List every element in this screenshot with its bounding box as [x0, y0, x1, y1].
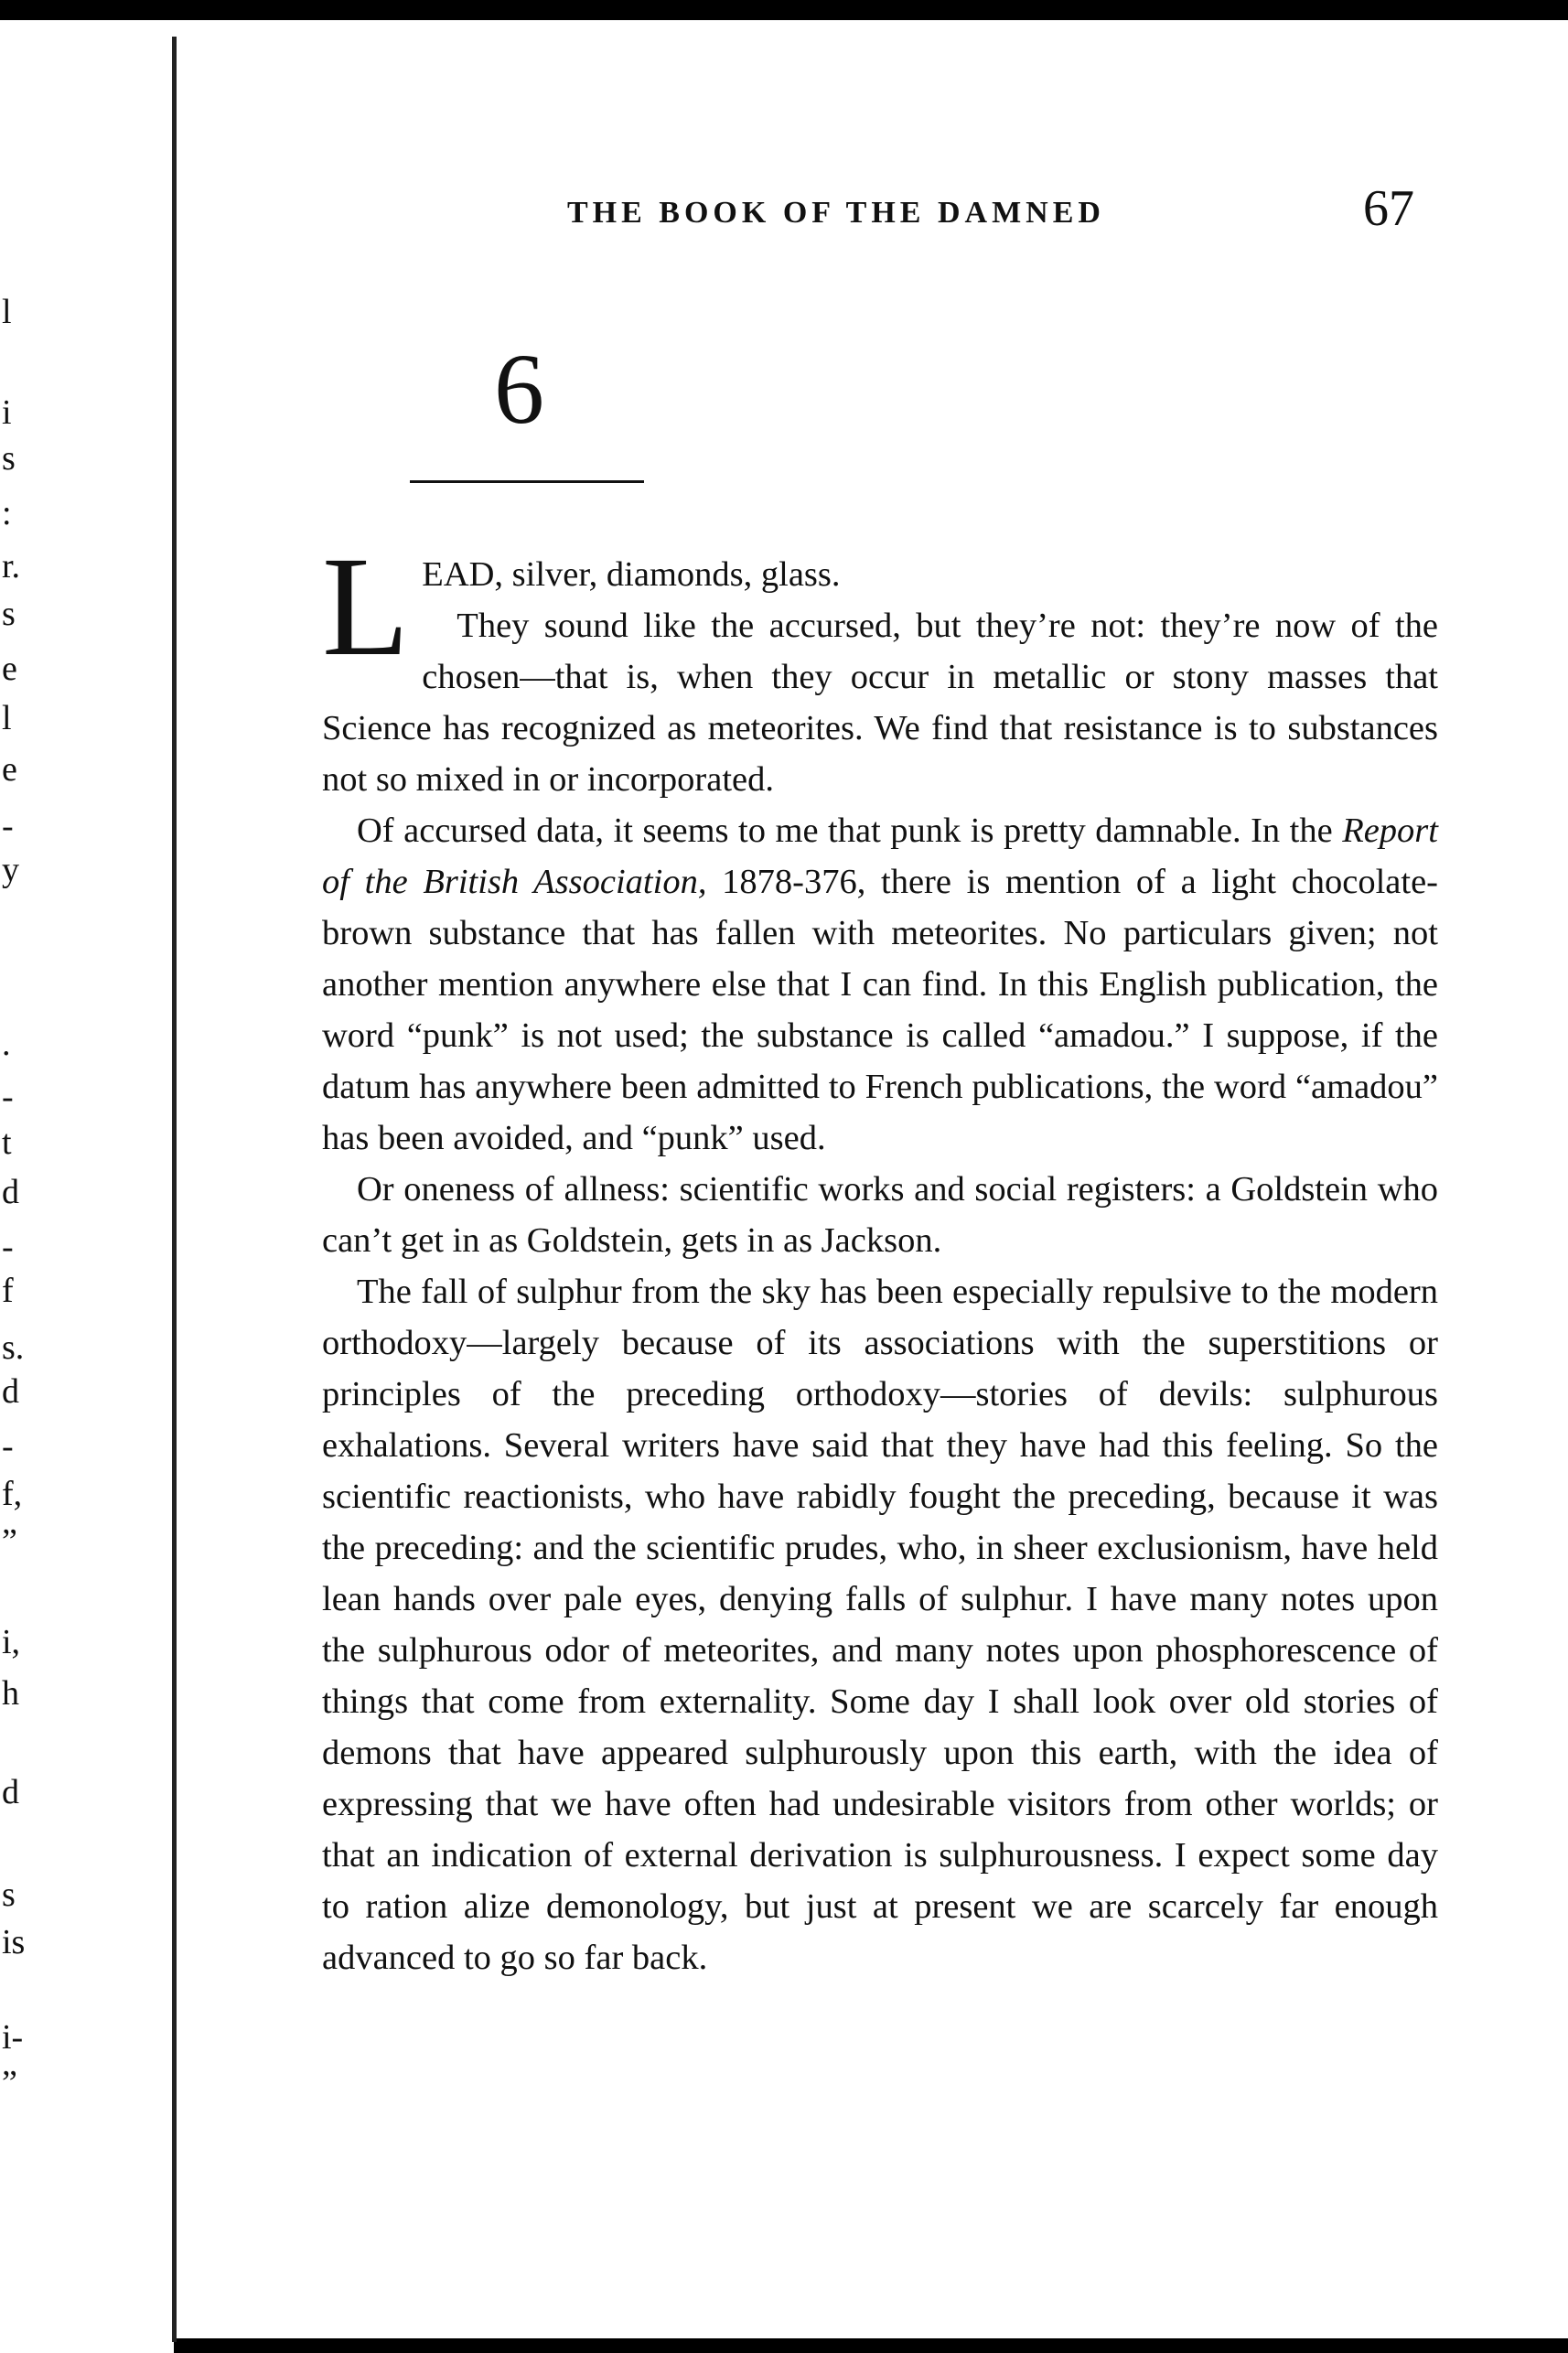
edge-char: d [2, 1372, 19, 1411]
scan-top-border [0, 0, 1568, 20]
edge-char: : [2, 494, 12, 532]
opening-line: EAD, silver, diamonds, glass. [422, 555, 841, 594]
edge-char: - [2, 1228, 14, 1266]
edge-char: . [2, 1025, 11, 1063]
paragraph: The fall of sulphur from the sky has been especially repulsive to the modern orthodoxy—largely because of its associations with the superstitions or principles of the preceding orthodoxy—stories of devils: sulphurous exhalations. Several writers have said that they have had this feeling. So the scientific reactionists, who have rabidly fought the preceding, because it was the preceding: and the scientific prudes, who, in sheer exclusionism, have held lean hands over pale eyes, denying falls of sulphur. I have many notes upon the sulphurous odor of meteorites, and many notes upon phosphorescence of things that come from externality. Some day I shall look over old stories of demons that have appeared sulphurously upon this earth, with the idea of expressing that we have often had undesirable visitors from other worlds; or that an indication of external derivation is sulphurousness. I expect some day to ration alize demonology, but just at present we are scarcely far enough advanced to go so far back. [322, 1273, 1438, 1977]
edge-char: y [2, 851, 19, 889]
edge-char: i, [2, 1623, 21, 1661]
report-title: Report of the British Association, [322, 811, 1438, 901]
edge-char: d [2, 1773, 19, 1811]
edge-char: t [2, 1123, 12, 1162]
edge-char: e [2, 650, 17, 688]
edge-char: - [2, 1078, 14, 1116]
chapter-number: 6 [494, 333, 544, 445]
page-number: 67 [1363, 180, 1414, 237]
book-gutter [172, 37, 177, 2342]
edge-char: - [2, 807, 14, 845]
edge-char: l [2, 293, 12, 331]
paragraph: Or oneness of allness: scientific works and social registers: a Goldstein who can’t get in as Goldstein, gets in as Jackson. [322, 1170, 1438, 1260]
drop-cap: L [322, 527, 410, 685]
edge-char: ” [2, 2064, 17, 2102]
edge-char: h [2, 1674, 19, 1713]
edge-char: ” [2, 1522, 17, 1561]
facing-page-edge [0, 20, 37, 2344]
paragraph: They sound like the accursed, but they’re not: they’re now of the chosen—that is, when they occur in metallic or stony masses that Science has recognized as meteorites. We find that resistance is to substances not so mixed in or incorporated. [322, 607, 1438, 799]
edge-char: is [2, 1923, 26, 1961]
edge-char: e [2, 750, 17, 789]
edge-char: f, [2, 1475, 23, 1513]
chapter-rule [410, 480, 644, 483]
body-text [322, 527, 1438, 1983]
edge-char: f [2, 1272, 14, 1310]
edge-char: d [2, 1173, 19, 1211]
running-head: THE BOOK OF THE DAMNED [567, 196, 1105, 230]
paragraph-punk-before: Of accursed data, it seems to me that punk is pretty damnable. In the [357, 811, 1343, 850]
edge-char: s. [2, 1328, 25, 1367]
paragraph-punk-after: 1878-376, there is mention of a light chocolate-brown substance that has fallen with meteorites. No particulars given; not another mention anywhere else that I can find. In this English publication, the word “punk” is not used; the substance is called “amadou.” I suppose, if the datum has anywhere been admitted to French publications, the word “amadou” has been avoided, and “punk” used. [322, 863, 1438, 1157]
edge-char: s [2, 439, 16, 478]
edge-char: i- [2, 2018, 24, 2057]
edge-char: l [2, 699, 12, 737]
scan-bottom-border [174, 2338, 1568, 2353]
edge-char: i [2, 393, 12, 432]
edge-char: - [2, 1427, 14, 1466]
edge-char: s [2, 595, 16, 633]
opening-paragraph [322, 527, 1438, 805]
edge-char: s [2, 1875, 16, 1914]
edge-char: r. [2, 547, 21, 586]
paragraph-punk [322, 805, 1438, 1164]
